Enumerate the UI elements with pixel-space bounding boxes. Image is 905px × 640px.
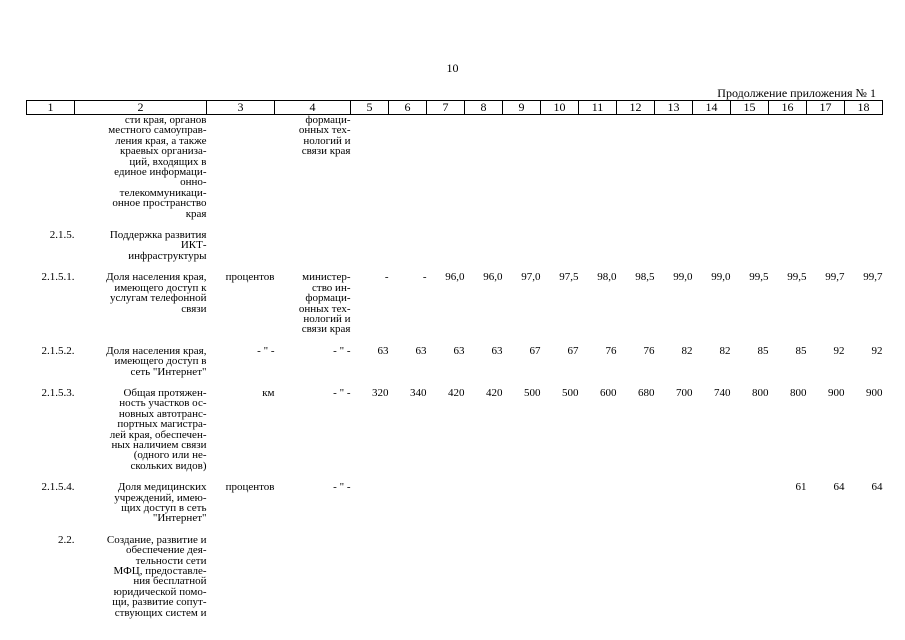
year-value: 96,0 xyxy=(445,271,465,284)
year-value xyxy=(427,535,465,629)
year-value: 99,0 xyxy=(711,271,731,284)
year-value: 64 xyxy=(871,481,883,494)
year-value xyxy=(807,535,845,629)
year-value: 900 xyxy=(828,386,845,399)
year-value: 340 xyxy=(410,386,427,399)
year-value xyxy=(845,535,883,629)
year-value: 700 xyxy=(676,386,693,399)
continuation-label: Продолжение приложения № 1 xyxy=(717,86,876,100)
year-value: 99,5 xyxy=(787,271,807,284)
row-number xyxy=(27,115,75,231)
year-value: 500 xyxy=(524,386,541,399)
year-value xyxy=(655,115,693,231)
column-header-8: 8 xyxy=(465,101,503,115)
year-value: 97,5 xyxy=(559,271,579,284)
year-value: 92 xyxy=(871,344,883,357)
year-value: 63 xyxy=(415,344,427,357)
year-value xyxy=(617,482,655,535)
indicator-name: Доля населения края, имеющего доступ к услугам телефонной связи xyxy=(106,271,207,315)
unit-of-measure xyxy=(207,535,275,629)
column-header-9: 9 xyxy=(503,101,541,115)
row-number: 2.1.5.1. xyxy=(41,271,75,284)
year-value: 92 xyxy=(833,344,845,357)
responsible-executor: формаци- онных тех- нологий и связи края xyxy=(298,114,351,158)
year-value xyxy=(503,230,541,272)
table-row xyxy=(27,346,883,388)
year-value xyxy=(351,230,389,272)
column-header-1: 1 xyxy=(27,101,75,115)
year-value: 420 xyxy=(486,386,503,399)
year-value xyxy=(693,535,731,629)
column-header-17: 17 xyxy=(807,101,845,115)
indicator-name: Общая протяжен- ность участков ос- новных автотранс- портных магистра- лей края, обеспечен- ных наличием связи (одного или не- скольких видов) xyxy=(109,386,207,472)
year-value xyxy=(807,230,845,272)
year-value xyxy=(579,535,617,629)
year-value xyxy=(617,115,655,231)
year-value: 320 xyxy=(372,386,389,399)
year-value xyxy=(389,482,427,535)
column-number-header xyxy=(27,101,883,115)
unit-of-measure xyxy=(207,230,275,272)
year-value: 63 xyxy=(377,344,389,357)
column-header-6: 6 xyxy=(389,101,427,115)
year-value xyxy=(617,230,655,272)
year-value: 800 xyxy=(752,386,769,399)
year-value: 800 xyxy=(790,386,807,399)
table-row xyxy=(27,388,883,482)
year-value xyxy=(693,230,731,272)
year-value xyxy=(465,535,503,629)
year-value xyxy=(351,535,389,629)
year-value: 82 xyxy=(719,344,731,357)
column-header-16: 16 xyxy=(769,101,807,115)
table-row xyxy=(27,272,883,345)
year-value xyxy=(503,115,541,231)
year-value: 98,5 xyxy=(635,271,655,284)
row-number: 2.2. xyxy=(58,533,75,546)
year-value xyxy=(769,230,807,272)
unit-of-measure: - " - xyxy=(257,344,275,357)
year-value: 61 xyxy=(795,481,807,494)
table-row xyxy=(27,482,883,535)
year-value: 600 xyxy=(600,386,617,399)
year-value xyxy=(389,230,427,272)
row-number: 2.1.5.3. xyxy=(41,386,75,399)
year-value xyxy=(845,230,883,272)
year-value xyxy=(503,482,541,535)
year-value: - xyxy=(422,271,427,284)
year-value xyxy=(541,535,579,629)
year-value: 76 xyxy=(643,344,655,357)
column-header-3: 3 xyxy=(207,101,275,115)
year-value: 740 xyxy=(714,386,731,399)
column-header-10: 10 xyxy=(541,101,579,115)
year-value xyxy=(655,535,693,629)
table-body xyxy=(27,115,883,630)
responsible-executor: - " - xyxy=(333,481,351,494)
year-value xyxy=(579,482,617,535)
year-value xyxy=(427,482,465,535)
year-value xyxy=(427,115,465,231)
year-value xyxy=(769,535,807,629)
column-header-12: 12 xyxy=(617,101,655,115)
indicator-name: Доля населения края, имеющего доступ в сеть "Интернет" xyxy=(106,344,207,378)
year-value xyxy=(465,115,503,231)
unit-of-measure: процентов xyxy=(225,481,275,494)
year-value: 67 xyxy=(529,344,541,357)
year-value xyxy=(465,482,503,535)
year-value xyxy=(541,230,579,272)
responsible-executor xyxy=(275,230,351,272)
year-value xyxy=(731,230,769,272)
page-number: 10 xyxy=(446,61,459,75)
year-value xyxy=(731,482,769,535)
year-value: 85 xyxy=(795,344,807,357)
column-header-5: 5 xyxy=(351,101,389,115)
year-value xyxy=(465,230,503,272)
responsible-executor: министер- ство ин- формаци- онных тех- нологий и связи края xyxy=(298,271,351,336)
year-value xyxy=(617,535,655,629)
table-row xyxy=(27,115,883,231)
year-value: 680 xyxy=(638,386,655,399)
appendix-table xyxy=(26,100,883,629)
year-value: 97,0 xyxy=(521,271,541,284)
year-value: 99,5 xyxy=(749,271,769,284)
year-value xyxy=(579,230,617,272)
year-value: 420 xyxy=(448,386,465,399)
row-number: 2.1.5.4. xyxy=(41,481,75,494)
year-value xyxy=(693,482,731,535)
column-header-2: 2 xyxy=(75,101,207,115)
unit-of-measure: процентов xyxy=(225,271,275,284)
table-row xyxy=(27,535,883,629)
year-value xyxy=(351,115,389,231)
year-value xyxy=(731,535,769,629)
column-header-18: 18 xyxy=(845,101,883,115)
responsible-executor: - " - xyxy=(333,344,351,357)
year-value: 82 xyxy=(681,344,693,357)
column-header-4: 4 xyxy=(275,101,351,115)
year-value xyxy=(427,230,465,272)
column-header-11: 11 xyxy=(579,101,617,115)
year-value: 64 xyxy=(833,481,845,494)
unit-of-measure xyxy=(207,115,275,231)
year-value xyxy=(503,535,541,629)
indicator-name: Поддержка развития ИКТ- инфраструктуры xyxy=(109,229,207,262)
indicator-name: Доля медицинских учреждений, имею- щих доступ в сеть "Интернет" xyxy=(114,481,207,525)
year-value: 63 xyxy=(491,344,503,357)
year-value xyxy=(351,482,389,535)
responsible-executor xyxy=(275,535,351,629)
year-value xyxy=(769,115,807,231)
year-value: 98,0 xyxy=(597,271,617,284)
row-number: 2.1.5. xyxy=(49,229,75,242)
column-header-14: 14 xyxy=(693,101,731,115)
year-value: 900 xyxy=(866,386,883,399)
year-value xyxy=(389,115,427,231)
year-value: 85 xyxy=(757,344,769,357)
year-value xyxy=(389,535,427,629)
year-value: 67 xyxy=(567,344,579,357)
year-value: 99,7 xyxy=(863,271,883,284)
year-value xyxy=(541,115,579,231)
year-value: 63 xyxy=(453,344,465,357)
indicator-name: Создание, развитие и обеспечение дея- тельности сети МФЦ, предоставле- ния бесплатной юридической помо- щи, развитие сопут- ствующих систем и xyxy=(106,533,207,619)
responsible-executor: - " - xyxy=(333,386,351,399)
year-value xyxy=(731,115,769,231)
column-header-13: 13 xyxy=(655,101,693,115)
year-value: 76 xyxy=(605,344,617,357)
year-value xyxy=(579,115,617,231)
year-value: 500 xyxy=(562,386,579,399)
year-value: 96,0 xyxy=(483,271,503,284)
column-header-7: 7 xyxy=(427,101,465,115)
year-value: - xyxy=(384,271,389,284)
year-value xyxy=(807,115,845,231)
year-value xyxy=(693,115,731,231)
year-value: 99,7 xyxy=(825,271,845,284)
year-value xyxy=(655,482,693,535)
year-value xyxy=(655,230,693,272)
table-row xyxy=(27,230,883,272)
year-value: 99,0 xyxy=(673,271,693,284)
indicator-name: сти края, органов местного самоуправ- ления края, а также краевых организа- ций, входящих в единое информаци- онно- телекоммуникаци- онное пространство края xyxy=(108,114,207,220)
row-number: 2.1.5.2. xyxy=(41,344,75,357)
year-value xyxy=(845,115,883,231)
column-header-15: 15 xyxy=(731,101,769,115)
year-value xyxy=(541,482,579,535)
unit-of-measure: км xyxy=(262,386,275,399)
